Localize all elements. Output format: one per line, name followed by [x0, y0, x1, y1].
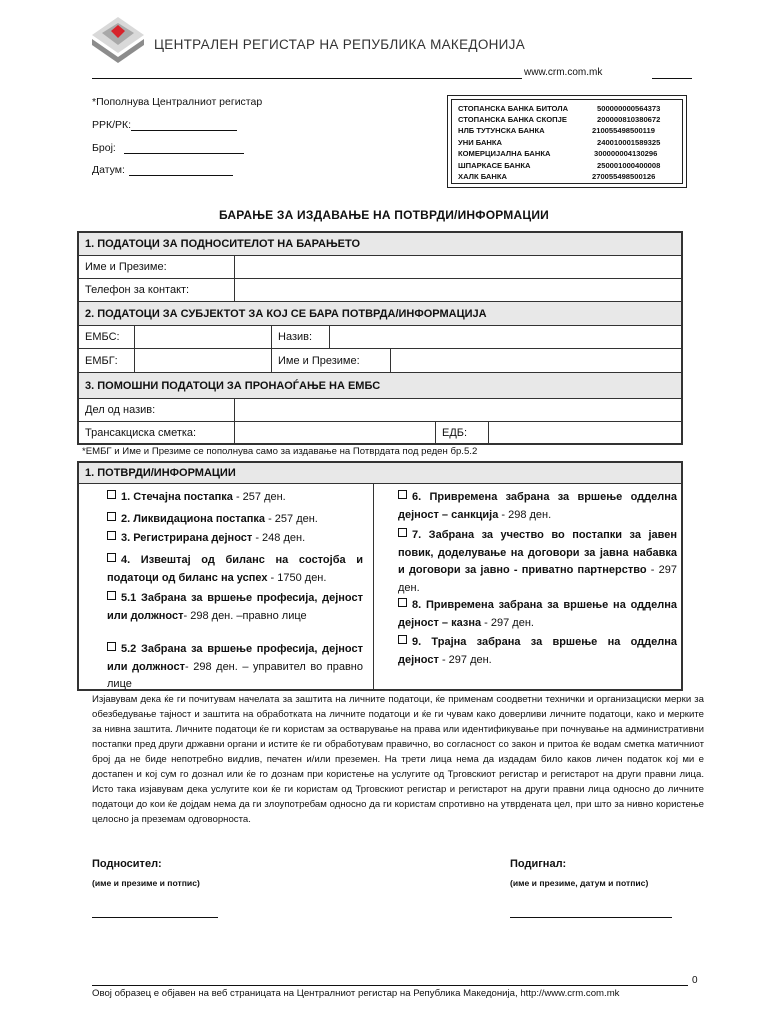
section1-title: 1. ПОДАТОЦИ ЗА ПОДНОСИТЕЛОТ НА БАРАЊЕТО — [85, 238, 360, 250]
option-label: 8. Привремена забрана за вршење на одделна дејност – казна — [398, 599, 677, 629]
option-5-1[interactable] — [107, 590, 363, 625]
option-price: - 298 ден. — [498, 508, 552, 521]
section3-title: 3. ПОМОШНИ ПОДАТОЦИ ЗА ПРОНАОЃАЊЕ НА ЕМБС — [85, 380, 381, 392]
option-label: 2. Ликвидациона постапка — [121, 513, 266, 525]
applicant-name-input[interactable] — [235, 256, 681, 279]
embs-input[interactable] — [135, 326, 271, 349]
embg-row — [79, 348, 681, 373]
option-5-2[interactable] — [107, 641, 363, 694]
bank-name: УНИ БАНКА — [458, 138, 503, 147]
footer-text: Овој образец е објавен на веб страницата на Централниот регистар на Република Македонија, http://www.crm.com.mk — [92, 988, 620, 999]
edb-label: ЕДБ: — [442, 427, 468, 439]
option-price: - 297 ден. — [438, 653, 492, 666]
checkbox-icon[interactable] — [398, 598, 407, 607]
rrk-field[interactable] — [92, 119, 237, 131]
date-label: Датум: — [92, 164, 125, 176]
part-name-label: Дел од назив: — [85, 404, 156, 416]
option-label: 4. Извештај од биланс на состојба и податоци од биланс на успех — [107, 554, 363, 584]
receiver-signature-sub: (име и презиме, датум и потпис) — [510, 878, 649, 888]
bank-name: СТОПАНСКА БАНКА СКОПЈЕ — [458, 115, 567, 124]
section2-title: 2. ПОДАТОЦИ ЗА СУБЈЕКТОТ ЗА КОЈ СЕ БАРА ПОТВРДА/ИНФОРМАЦИЈА — [85, 308, 487, 320]
applicant-phone-row — [79, 278, 681, 302]
embs-row — [79, 325, 681, 349]
checkbox-icon[interactable] — [398, 528, 407, 537]
bank-accounts-box — [447, 95, 687, 188]
bank-name: НЛБ ТУТУНСКА БАНКА — [458, 126, 545, 135]
bank-account: 210055498500119 — [592, 126, 655, 135]
bank-name: ХАЛК БАНКА — [458, 172, 507, 181]
page-number: 0 — [692, 975, 698, 986]
subject-name-label: Име и Презиме: — [278, 355, 360, 367]
bank-name: ШПАРКАСЕ БАНКА — [458, 161, 531, 170]
naziv-label: Назив: — [278, 331, 313, 343]
receiver-signature-label: Подигнал: — [510, 858, 567, 870]
option-7[interactable] — [398, 527, 677, 597]
rrk-label: РРК/РК: — [92, 119, 132, 131]
rrk-line — [131, 119, 237, 131]
bank-account: 300000004130296 — [594, 149, 658, 158]
embg-label: ЕМБГ: — [85, 355, 118, 367]
section1-header — [79, 233, 681, 255]
applicant-name-row — [79, 255, 681, 279]
bank-account: 240010001589325 — [597, 138, 661, 147]
privacy-declaration: Изјавувам дека ќе ги почитувам начелата за заштита на личните податоци, ќе применам соодветни технички и организациски мерки за обезбедување тајност и заштита на обработката на личните податоци и ќе ги чувам како доверливи личните податоци, како и мерките за нивна заштита. Личните податоци ќе ги користам за остварување на права или идентификување при почнување на административни постапки пред други државни органи и истите ќе ги обработувам правично, во согласност со закон и притоа ќе водам сметка матичниот број да не биде непотребно видлив, печатен и/или преземен. На трети лица нема да издадам било каков личен податок кој ми е достапен и кој сум го дознал или ќе го дознам при користење на услугите од Трговскиот регистар и регистарот на други правни лица. Исто така изјавувам дека услугите кои ќе ги користам од Трговскиот регистар и регистарот на други правни лица односно до личните податоци до кои ќе дојдам нема да ги злоупотребам односно да ги користам спротивно на утврдената цел, при што за нивно користење целосно ја преземам одговорноста. — [92, 694, 704, 825]
part-name-row — [79, 398, 681, 422]
embg-note: *ЕМБГ и Име и Презиме се пополнува само за издавање на Потврдата под реден бр.5.2 — [82, 446, 478, 457]
bank-name: СТОПАНСКА БАНКА БИТОЛА — [458, 104, 569, 113]
checkbox-icon[interactable] — [107, 591, 116, 600]
checkbox-icon[interactable] — [398, 635, 407, 644]
number-line — [124, 142, 244, 154]
applicant-phone-label: Телефон за контакт: — [85, 284, 190, 296]
number-field[interactable] — [92, 142, 244, 154]
registry-note: *Пополнува Централниот регистар — [92, 96, 263, 108]
account-row — [79, 421, 681, 444]
checkbox-icon[interactable] — [107, 553, 116, 562]
section3-header — [79, 372, 681, 399]
certificates-divider — [373, 483, 374, 689]
section2-header — [79, 301, 681, 326]
option-label: 5.2 Забрана за вршење професија, дејност или должност — [107, 643, 363, 673]
organization-name: ЦЕНТРАЛЕН РЕГИСТАР НА РЕПУБЛИКА МАКЕДОНИЈА — [154, 37, 526, 52]
option-1[interactable] — [107, 489, 363, 507]
option-price: - 257 ден. — [265, 513, 318, 525]
applicant-signature-sub: (име и презиме и потпис) — [92, 878, 200, 888]
option-label: 1. Стечајна постапка — [121, 491, 233, 503]
crm-logo — [92, 17, 144, 63]
part-name-input[interactable] — [235, 399, 681, 422]
header-rule — [92, 78, 522, 79]
bank-account: 270055498500126 — [592, 172, 656, 181]
checkbox-icon[interactable] — [107, 490, 116, 499]
option-3[interactable] — [107, 530, 363, 548]
bank-account: 200000810380672 — [597, 115, 661, 124]
certificates-box — [77, 461, 683, 691]
option-4[interactable] — [107, 552, 363, 587]
document-title: БАРАЊЕ ЗА ИЗДАВАЊЕ НА ПОТВРДИ/ИНФОРМАЦИИ — [218, 208, 549, 222]
footer-rule — [92, 985, 688, 986]
embs-label: ЕМБС: — [85, 331, 120, 343]
option-6[interactable] — [398, 489, 677, 524]
header-url: www.crm.com.mk — [524, 67, 603, 78]
option-label: 5.1 Забрана за вршење професија, дејност или должност — [107, 592, 363, 622]
checkbox-icon[interactable] — [107, 642, 116, 651]
option-8[interactable] — [398, 597, 677, 632]
number-label: Број: — [92, 142, 116, 154]
request-form-table — [77, 231, 683, 445]
header-rule-right — [652, 78, 692, 79]
account-label: Трансакциска сметка: — [85, 427, 197, 439]
edb-input[interactable] — [489, 422, 681, 444]
option-price: - 297 ден. — [481, 616, 534, 629]
option-label: 7. Забрана за учество во постапки за јавен повик, доделување на договори за јавна набавка и договори за јавно - приватно партнерство — [398, 529, 677, 576]
applicant-signature-label: Подносител: — [92, 858, 162, 870]
naziv-input[interactable] — [330, 326, 681, 349]
bank-accounts-inner — [451, 99, 683, 184]
option-9[interactable] — [398, 634, 677, 669]
option-label: 9. Трајна забрана за вршење на одделна дејност — [398, 636, 677, 666]
bank-name: КОМЕРЦИЈАЛНА БАНКА — [458, 149, 551, 158]
checkbox-icon[interactable] — [107, 512, 116, 521]
option-label: 6. Привремена забрана за вршење одделна дејност – санкција — [398, 491, 677, 521]
option-price: - 298 ден. – управител во правно лице — [107, 660, 363, 690]
checkbox-icon[interactable] — [107, 531, 116, 540]
bank-account: 500000000564373 — [597, 104, 661, 113]
bank-account: 250001000400008 — [597, 161, 661, 170]
option-price: - 298 ден. –правно лице — [183, 609, 307, 622]
account-input[interactable] — [235, 422, 435, 444]
applicant-signature-line[interactable] — [92, 917, 218, 918]
option-price: - 1750 ден. — [267, 571, 327, 584]
certificates-title: 1. ПОТВРДИ/ИНФОРМАЦИИ — [79, 463, 681, 484]
date-line — [129, 164, 233, 176]
date-field[interactable] — [92, 164, 233, 176]
option-price: - 297 ден. — [398, 564, 677, 594]
applicant-name-label: Име и Презиме: — [85, 261, 167, 273]
applicant-phone-input[interactable] — [235, 279, 681, 302]
option-label: 3. Регистрирана дејност — [121, 532, 253, 544]
checkbox-icon[interactable] — [398, 490, 407, 499]
option-price: - 257 ден. — [232, 491, 286, 503]
receiver-signature-line[interactable] — [510, 917, 672, 918]
option-price: - 248 ден. — [252, 532, 306, 544]
subject-name-input[interactable] — [391, 349, 681, 373]
option-2[interactable] — [107, 511, 363, 529]
embg-input[interactable] — [135, 349, 271, 373]
